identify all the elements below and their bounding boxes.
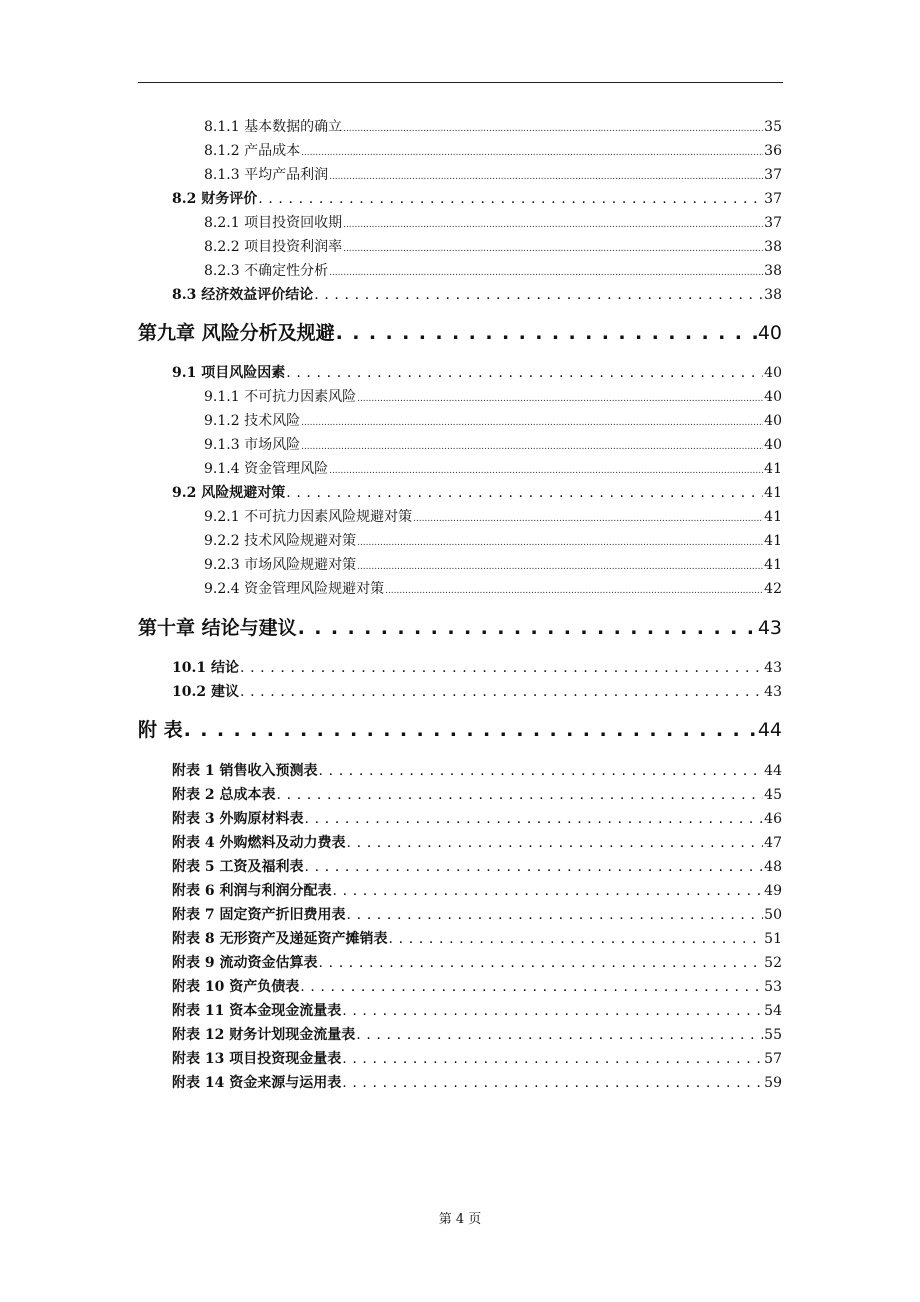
toc-entry-page-number: 53 <box>764 979 782 995</box>
toc-entry[interactable] <box>204 140 782 160</box>
toc-entry-title: 附 表 <box>138 719 183 741</box>
toc-entry-title: 9.2.1 不可抗力因素风险规避对策 <box>204 509 413 525</box>
dot-leader <box>301 437 763 453</box>
toc-entry[interactable] <box>204 164 782 184</box>
toc-entry-title: 附表 1 销售收入预测表 <box>172 763 318 779</box>
toc-entry-title: 8.2.3 不确定性分析 <box>204 263 329 279</box>
toc-entry-page-number: 43 <box>764 684 782 700</box>
toc-entry-page-number: 57 <box>764 1051 782 1067</box>
toc-entry-page-number: 40 <box>764 437 782 453</box>
toc-entry[interactable] <box>204 236 782 256</box>
dot-leader <box>343 119 763 135</box>
toc-entry-page-number: 40 <box>757 322 782 344</box>
toc-entry[interactable] <box>172 681 782 701</box>
toc-entry[interactable] <box>172 284 782 304</box>
toc-entry-page-number: 51 <box>764 931 782 947</box>
dot-leader <box>343 215 763 231</box>
toc-entry[interactable] <box>172 856 782 876</box>
toc-entry[interactable] <box>172 482 782 502</box>
toc-entry-page-number: 41 <box>764 461 782 477</box>
dot-leader <box>184 719 757 741</box>
toc-entry-page-number: 50 <box>764 907 782 923</box>
toc-entry[interactable] <box>172 188 782 208</box>
toc-entry-page-number: 59 <box>764 1075 782 1091</box>
toc-entry[interactable] <box>138 318 782 345</box>
toc-entry-title: 8.2.2 项目投资利润率 <box>204 239 343 255</box>
toc-entry-title: 附表 11 资本金现金流量表 <box>172 1003 342 1019</box>
toc-entry-page-number: 38 <box>764 239 782 255</box>
dot-leader <box>305 859 764 875</box>
toc-entry-page-number: 37 <box>764 215 782 231</box>
dot-leader <box>357 533 763 549</box>
toc-entry[interactable] <box>138 613 782 640</box>
toc-entry[interactable] <box>172 808 782 828</box>
toc-entry-page-number: 45 <box>764 787 782 803</box>
toc-entry-title: 9.2 风险规避对策 <box>172 485 286 501</box>
toc-entry-title: 9.2.4 资金管理风险规避对策 <box>204 581 385 597</box>
toc-entry[interactable] <box>204 458 782 478</box>
toc-entry-title: 附表 14 资金来源与运用表 <box>172 1075 342 1091</box>
toc-entry-title: 附表 6 利润与利润分配表 <box>172 883 332 899</box>
dot-leader <box>329 263 763 279</box>
dot-leader <box>333 883 764 899</box>
toc-entry-title: 8.1.2 产品成本 <box>204 143 301 159</box>
toc-entry-title: 9.2.3 市场风险规避对策 <box>204 557 357 573</box>
toc-entry[interactable] <box>204 410 782 430</box>
toc-entry-title: 附表 3 外购原材料表 <box>172 811 304 827</box>
toc-entry-title: 10.2 建议 <box>172 684 239 700</box>
toc-entry-page-number: 54 <box>764 1003 782 1019</box>
dot-leader <box>356 1027 763 1043</box>
dot-leader <box>342 1003 763 1019</box>
toc-entry-page-number: 46 <box>764 811 782 827</box>
toc-entry-title: 8.2.1 项目投资回收期 <box>204 215 343 231</box>
toc-entry-page-number: 55 <box>764 1027 782 1043</box>
toc-entry[interactable] <box>204 530 782 550</box>
dot-leader <box>329 167 763 183</box>
dot-leader <box>319 763 764 779</box>
toc-entry-page-number: 48 <box>764 859 782 875</box>
toc-entry-title: 8.1.1 基本数据的确立 <box>204 119 343 135</box>
toc-entry-title: 9.2.2 技术风险规避对策 <box>204 533 357 549</box>
toc-entry-title: 9.1.3 市场风险 <box>204 437 301 453</box>
toc-entry-title: 附表 5 工资及福利表 <box>172 859 304 875</box>
toc-entry[interactable] <box>172 880 782 900</box>
toc-entry[interactable] <box>172 1024 782 1044</box>
toc-entry-page-number: 41 <box>764 557 782 573</box>
toc-entry[interactable] <box>172 1072 782 1092</box>
toc-entry[interactable] <box>204 506 782 526</box>
toc-entry[interactable] <box>204 434 782 454</box>
dot-leader <box>258 191 763 207</box>
toc-entry-title: 附表 13 项目投资现金量表 <box>172 1051 342 1067</box>
dot-leader <box>319 955 764 971</box>
dot-leader <box>305 811 764 827</box>
dot-leader <box>300 979 763 995</box>
dot-leader <box>343 239 763 255</box>
toc-entry[interactable] <box>172 1048 782 1068</box>
toc-entry-title: 9.1.2 技术风险 <box>204 413 301 429</box>
toc-entry-title: 8.2 财务评价 <box>172 191 258 207</box>
toc-entry-page-number: 36 <box>764 143 782 159</box>
toc-entry-page-number: 40 <box>764 413 782 429</box>
toc-entry[interactable] <box>172 760 782 780</box>
page-number-footer: 第 4 页 <box>438 1212 482 1227</box>
toc-entry-page-number: 35 <box>764 119 782 135</box>
dot-leader <box>389 931 764 947</box>
toc-entry[interactable] <box>204 260 782 280</box>
toc-entry-title: 附表 12 财务计划现金流量表 <box>172 1027 356 1043</box>
toc-entry[interactable] <box>172 904 782 924</box>
dot-leader <box>286 485 763 501</box>
toc-entry-page-number: 49 <box>764 883 782 899</box>
toc-entry-title: 附表 8 无形资产及递延资产摊销表 <box>172 931 388 947</box>
toc-entry-title: 附表 10 资产负债表 <box>172 979 300 995</box>
toc-entry-page-number: 47 <box>764 835 782 851</box>
toc-entry-title: 9.1 项目风险因素 <box>172 365 286 381</box>
dot-leader <box>286 365 763 381</box>
toc-entry[interactable] <box>204 578 782 598</box>
toc-entry-page-number: 41 <box>764 533 782 549</box>
toc-entry-page-number: 41 <box>764 509 782 525</box>
dot-leader <box>342 1051 763 1067</box>
dot-leader <box>347 907 764 923</box>
toc-entry-page-number: 40 <box>764 365 782 381</box>
dot-leader <box>357 557 763 573</box>
toc-entry[interactable] <box>172 976 782 996</box>
dot-leader <box>301 143 763 159</box>
toc-entry-page-number: 37 <box>764 167 782 183</box>
toc-entry-page-number: 41 <box>764 485 782 501</box>
dot-leader <box>413 509 763 525</box>
toc-entry-title: 附表 7 固定资产折旧费用表 <box>172 907 346 923</box>
toc-entry-page-number: 38 <box>764 287 782 303</box>
toc-entry-page-number: 44 <box>757 719 782 741</box>
dot-leader <box>342 1075 763 1091</box>
toc-entry-title: 第九章 风险分析及规避 <box>138 322 335 344</box>
dot-leader <box>240 660 763 676</box>
toc-entry[interactable] <box>172 1000 782 1020</box>
toc-entry-title: 第十章 结论与建议 <box>138 617 297 639</box>
toc-entry[interactable] <box>138 715 782 742</box>
dot-leader <box>357 389 763 405</box>
toc-entry[interactable] <box>172 784 782 804</box>
toc-entry-page-number: 52 <box>764 955 782 971</box>
toc-entry-page-number: 38 <box>764 263 782 279</box>
dot-leader <box>277 787 764 803</box>
toc-entry-page-number: 42 <box>764 581 782 597</box>
toc-entry-title: 9.1.1 不可抗力因素风险 <box>204 389 357 405</box>
toc-entry[interactable] <box>204 212 782 232</box>
toc-entry[interactable] <box>172 832 782 852</box>
toc-entry-page-number: 44 <box>764 763 782 779</box>
toc-entry[interactable] <box>204 386 782 406</box>
toc-entry-title: 9.1.4 资金管理风险 <box>204 461 329 477</box>
toc-entry-title: 附表 9 流动资金估算表 <box>172 955 318 971</box>
toc-entry-page-number: 43 <box>757 617 782 639</box>
toc-entry[interactable] <box>172 928 782 948</box>
toc-entry[interactable] <box>172 657 782 677</box>
toc-entry[interactable] <box>172 362 782 382</box>
toc-entry-page-number: 43 <box>764 660 782 676</box>
dot-leader <box>240 684 763 700</box>
toc-entry-title: 8.3 经济效益评价结论 <box>172 287 314 303</box>
dot-leader <box>385 581 763 597</box>
toc-entry-title: 附表 2 总成本表 <box>172 787 276 803</box>
dot-leader <box>314 287 763 303</box>
toc-entry[interactable] <box>204 554 782 574</box>
toc-entry[interactable] <box>204 116 782 136</box>
toc-entry[interactable] <box>172 952 782 972</box>
dot-leader <box>301 413 763 429</box>
toc-entry-title: 8.1.3 平均产品利润 <box>204 167 329 183</box>
toc-entry-page-number: 37 <box>764 191 782 207</box>
dot-leader <box>298 617 757 639</box>
dot-leader <box>329 461 763 477</box>
toc-entry-page-number: 40 <box>764 389 782 405</box>
toc-entry-title: 10.1 结论 <box>172 660 239 676</box>
dot-leader <box>347 835 764 851</box>
toc-entry-title: 附表 4 外购燃料及动力费表 <box>172 835 346 851</box>
dot-leader <box>336 322 757 344</box>
